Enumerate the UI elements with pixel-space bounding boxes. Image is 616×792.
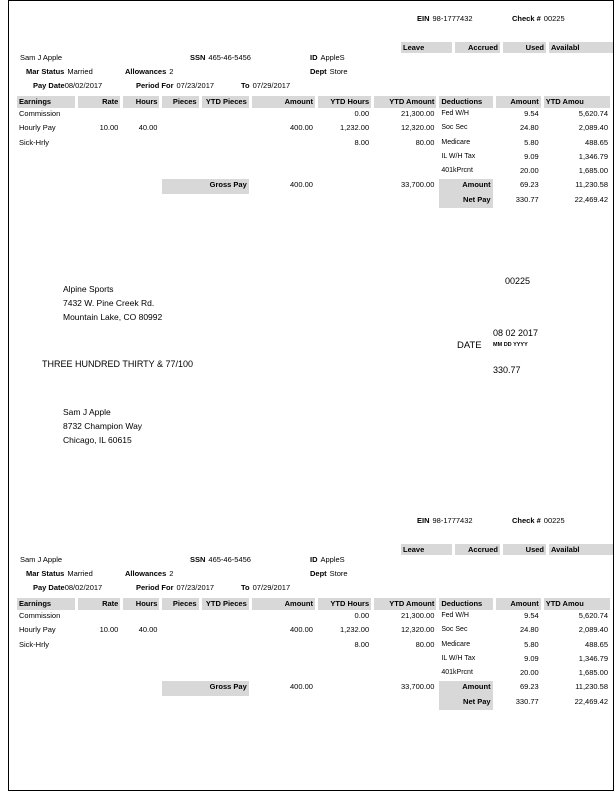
period-for-group: [136, 583, 214, 592]
cell: [17, 696, 436, 710]
pay-date-value: 08/02/2017: [64, 81, 103, 90]
dept-group: [310, 569, 348, 578]
cell: 1,346.79: [578, 151, 608, 161]
period-to-label: To: [241, 583, 250, 592]
cell: 2,089.40: [578, 123, 608, 133]
cell: [123, 667, 159, 681]
cell: Sick-Hrly: [19, 639, 49, 649]
cell: 1,232.00: [339, 123, 370, 133]
net-pay-amount: 330.77: [515, 194, 539, 204]
col-header-rate: Rate: [78, 96, 120, 108]
marital-status-value: Married: [67, 569, 93, 578]
check-face: [9, 1, 613, 446]
check-number-label: Check #: [512, 14, 541, 23]
cell: IL W/H Tax: [441, 654, 476, 662]
employee-id-group: [310, 555, 345, 564]
dept-label: Dept: [310, 569, 327, 578]
table-row: [17, 667, 610, 681]
amount-in-words: THREE HUNDRED THIRTY & 77/100: [42, 359, 194, 369]
deductions-total-amount: 69.23: [519, 682, 539, 692]
cell: Fed W/H: [441, 110, 469, 117]
ssn-group: [190, 555, 251, 564]
col-header-ytd-pieces: YTD Pieces: [202, 96, 249, 108]
cell: 400.00: [290, 625, 313, 635]
net-pay-ytd: 22,469.42: [574, 696, 608, 706]
period-start-value: 07/23/2017: [176, 81, 215, 90]
check-amount: 330.77: [493, 365, 521, 375]
ssn-label: SSN: [190, 53, 206, 62]
company-name: Alpine Sports: [63, 284, 114, 294]
cell: Fed W/H: [441, 612, 469, 619]
pay-date-label: Pay Date: [33, 583, 65, 592]
col-header-hours: Hours: [123, 598, 159, 610]
gross-pay-amount: 400.00: [290, 180, 313, 190]
check-number-value: 00225: [543, 14, 565, 23]
period-end-value: 07/29/2017: [252, 81, 291, 90]
check-number-label: Check #: [512, 516, 541, 525]
cell: 24.80: [519, 625, 539, 635]
allowances-label: Allowances: [125, 67, 167, 76]
col-header-deductions: Deductions: [439, 598, 492, 610]
deductions-total-ytd: 11,230.58: [575, 682, 608, 692]
leave-header-leave: Leave: [401, 42, 452, 53]
table-row: [17, 653, 610, 667]
cell: 12,320.00: [401, 625, 435, 635]
ein-group: [417, 516, 473, 525]
cell: 24.80: [519, 123, 539, 133]
gross-pay-row: [17, 681, 610, 695]
leave-header-available: Availabl: [549, 42, 613, 53]
cell: [17, 653, 75, 667]
dept-label: Dept: [310, 67, 327, 76]
table-row: [17, 639, 610, 653]
employee-name: Sam J Apple: [20, 555, 63, 564]
ein-label: EIN: [417, 14, 430, 23]
payee-city: Chicago, IL 60615: [63, 435, 132, 446]
cell: [318, 667, 371, 681]
cell: 8.00: [354, 137, 370, 147]
col-header-ytd-amount: YTD Amount: [374, 96, 436, 108]
marital-status-value: Married: [67, 67, 93, 76]
cell: 2,089.40: [578, 625, 608, 635]
col-header-deduction-ytd-amount: YTD Amou: [544, 598, 610, 610]
deductions-total-label: Amount: [439, 681, 492, 695]
dept-value: Store: [329, 569, 348, 578]
col-header-ytd-pieces: YTD Pieces: [202, 598, 249, 610]
payee-street: 8732 Champion Way: [63, 421, 143, 432]
cell: 40.00: [138, 625, 158, 635]
earnings-deductions-table: [14, 598, 613, 710]
deductions-total-ytd: 11,230.58: [575, 180, 608, 190]
period-for-label: Period For: [136, 583, 174, 592]
cell: 10.00: [99, 123, 119, 133]
leave-header-accrued: Accrued: [455, 544, 500, 555]
pay-stub-bottom: [9, 503, 613, 718]
check-document-page: [8, 0, 614, 791]
period-to-label: To: [241, 81, 250, 90]
col-header-amount: Amount: [252, 96, 315, 108]
cell: [202, 667, 249, 681]
cell: 5,620.74: [578, 611, 608, 620]
ssn-value: 465-46-5456: [208, 555, 251, 564]
cell: [17, 667, 75, 681]
cell: [17, 681, 75, 695]
cell: 400.00: [290, 123, 313, 133]
ssn-label: SSN: [190, 555, 206, 564]
cell: [78, 639, 120, 653]
cell: [162, 610, 198, 624]
net-pay-label: Net Pay: [439, 696, 492, 710]
cell: [374, 667, 436, 681]
cell: [318, 681, 371, 695]
ein-value: 98-1777432: [432, 14, 473, 23]
col-header-earnings: Earnings: [17, 96, 75, 108]
cell: 0.00: [354, 109, 370, 118]
table-row: [17, 610, 610, 624]
cell: 5,620.74: [578, 109, 608, 118]
col-header-deductions: Deductions: [439, 96, 492, 108]
cell: Soc Sec: [441, 124, 468, 132]
pay-date-group: [33, 583, 102, 592]
cell: [123, 639, 159, 653]
col-header-ytd-amount: YTD Amount: [374, 598, 436, 610]
cell: 80.00: [415, 639, 435, 649]
cell: 10.00: [99, 625, 119, 635]
cell: [162, 653, 198, 667]
cell: 1,685.00: [578, 668, 608, 678]
leave-header-accrued: Accrued: [455, 42, 500, 53]
allowances-value: 2: [169, 569, 174, 578]
company-street: 7432 W. Pine Creek Rd.: [63, 298, 155, 309]
marital-status-label: Mar Status: [26, 67, 65, 76]
cell: 0.00: [354, 611, 370, 620]
cell: Medicare: [441, 138, 471, 146]
cell: Sick-Hrly: [19, 137, 49, 147]
col-header-ytd-hours: YTD Hours: [318, 96, 371, 108]
net-pay-amount: 330.77: [515, 696, 539, 706]
col-header-deduction-amount: Amount: [496, 96, 541, 108]
check-face-number: 00225: [505, 276, 531, 286]
gross-pay-amount: 400.00: [290, 682, 313, 692]
payee-address: [63, 405, 142, 448]
cell: 488.65: [585, 137, 608, 147]
cell: [162, 667, 198, 681]
cell: [252, 639, 315, 653]
cell: [78, 653, 120, 667]
check-date-label: DATE: [457, 340, 482, 351]
cell: 9.09: [524, 653, 539, 663]
cell: 20.00: [519, 166, 539, 176]
cell: 8.00: [354, 639, 370, 649]
col-header-earnings: Earnings: [17, 598, 75, 610]
employee-id-value: AppleS: [320, 555, 345, 564]
cell: 9.09: [524, 151, 539, 161]
table-header-row: [17, 598, 610, 610]
cell: 40.00: [138, 123, 158, 133]
cell: 12,320.00: [401, 123, 435, 133]
employee-id-value: AppleS: [320, 53, 345, 62]
cell: [202, 610, 249, 624]
marital-status-label: Mar Status: [26, 569, 65, 578]
gross-pay-label: Gross Pay: [162, 681, 248, 695]
deductions-total-amount: 69.23: [519, 180, 539, 190]
cell: Soc Sec: [441, 626, 468, 634]
cell: [252, 610, 315, 624]
cell: 21,300.00: [401, 109, 435, 118]
pay-date-label: Pay Date: [33, 81, 65, 90]
net-pay-label: Net Pay: [439, 194, 492, 208]
col-header-ytd-hours: YTD Hours: [318, 598, 371, 610]
cell: [123, 610, 159, 624]
cell: 20.00: [519, 668, 539, 678]
employee-name: Sam J Apple: [20, 53, 63, 62]
check-number-group: [512, 516, 565, 525]
cell: [123, 653, 159, 667]
cell: [202, 624, 249, 638]
cell: [318, 653, 371, 667]
cell: [162, 624, 198, 638]
leave-header-used: Used: [503, 544, 546, 555]
leave-header-used: Used: [503, 42, 546, 53]
col-header-amount: Amount: [252, 598, 315, 610]
col-header-pieces: Pieces: [162, 96, 198, 108]
employee-id-label: ID: [310, 555, 318, 564]
allowances-label: Allowances: [125, 569, 167, 578]
leave-header-leave: Leave: [401, 544, 452, 555]
cell: [78, 667, 120, 681]
cell: 9.54: [524, 611, 539, 620]
leave-header-available: Availabl: [549, 544, 613, 555]
dept-value: Store: [329, 67, 348, 76]
cell: IL W/H Tax: [441, 152, 476, 160]
cell: [202, 639, 249, 653]
table-row: [17, 624, 610, 638]
company-city: Mountain Lake, CO 80992: [63, 312, 163, 323]
check-date-format-hint: MM DD YYYY: [493, 342, 528, 348]
col-header-deduction-ytd-amount: YTD Amou: [544, 96, 610, 108]
cell: [252, 667, 315, 681]
payee-name: Sam J Apple: [63, 407, 111, 417]
pay-date-value: 08/02/2017: [64, 583, 103, 592]
col-header-pieces: Pieces: [162, 598, 198, 610]
gross-pay-label: Gross Pay: [162, 179, 248, 193]
cell: 401kPrcnt: [441, 167, 473, 175]
ein-label: EIN: [417, 516, 430, 525]
col-header-hours: Hours: [123, 96, 159, 108]
net-pay-row: [17, 696, 610, 710]
cell: Hourly Pay: [19, 625, 56, 635]
cell: Medicare: [441, 640, 471, 648]
check-number-value: 00225: [543, 516, 565, 525]
cell: 1,232.00: [339, 625, 370, 635]
cell: 80.00: [415, 137, 435, 147]
cell: [374, 653, 436, 667]
cell: 401kPrcnt: [441, 669, 473, 677]
cell: 21,300.00: [401, 611, 435, 620]
cell: [78, 610, 120, 624]
employee-id-label: ID: [310, 53, 318, 62]
cell: 1,685.00: [578, 166, 608, 176]
cell: Commission: [19, 109, 61, 118]
col-header-deduction-amount: Amount: [496, 598, 541, 610]
allowances-value: 2: [169, 67, 174, 76]
company-address: [63, 282, 162, 325]
cell: [202, 653, 249, 667]
marital-status-group: [26, 569, 93, 578]
cell: 9.54: [524, 109, 539, 118]
gross-pay-ytd: 33,700.00: [401, 180, 435, 190]
cell: [162, 639, 198, 653]
ein-value: 98-1777432: [432, 516, 473, 525]
allowances-group: [125, 569, 173, 578]
gross-pay-ytd: 33,700.00: [401, 682, 435, 692]
cell: [252, 653, 315, 667]
cell: 5.80: [524, 639, 539, 649]
cell: [123, 681, 159, 695]
cell: 1,346.79: [578, 653, 608, 663]
cell: 488.65: [585, 639, 608, 649]
net-pay-ytd: 22,469.42: [574, 194, 608, 204]
period-to-group: [241, 583, 290, 592]
period-end-value: 07/29/2017: [252, 583, 291, 592]
deductions-total-label: Amount: [439, 179, 492, 193]
cell: Commission: [19, 611, 61, 620]
period-for-label: Period For: [136, 81, 174, 90]
period-start-value: 07/23/2017: [176, 583, 215, 592]
cell: 5.80: [524, 137, 539, 147]
ssn-value: 465-46-5456: [208, 53, 251, 62]
cell: [78, 681, 120, 695]
cell: Hourly Pay: [19, 123, 56, 133]
check-date-value: 08 02 2017: [493, 328, 539, 338]
col-header-rate: Rate: [78, 598, 120, 610]
